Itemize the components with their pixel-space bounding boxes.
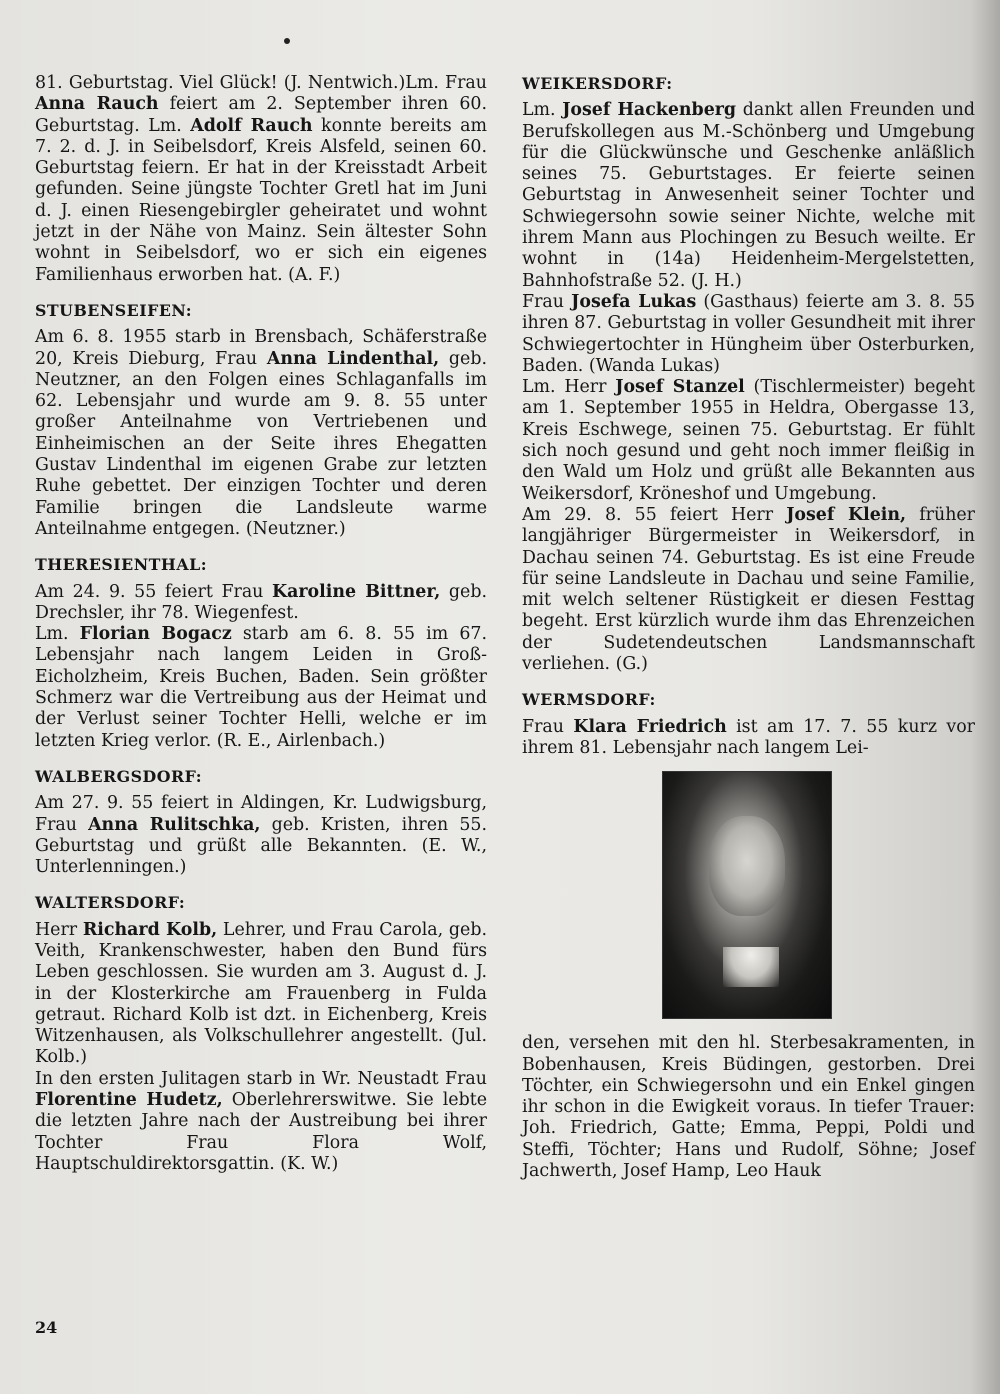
portrait-collar (723, 947, 779, 987)
bold-name: Anna Rulitschka, (88, 814, 261, 835)
theresienthal-p2: Lm. Florian Bogacz starb am 6. 8. 55 im 67. Lebensjahr nach langem Leiden in Groß-Eicholzheim, Kreis Buchen, Baden. Sein größter Schmerz war die Vertreibung aus der Heimat und der Verlust seiner Tochter Helli, welche er im letzten Krieg verlor. (R. E., Airlenbach.) (35, 624, 487, 751)
bold-name: Josefa Lukas (571, 291, 697, 312)
portrait-photo (662, 771, 832, 1019)
heading-wermsdorf: WERMSDORF: (522, 690, 656, 710)
weikersdorf-p1: Lm. Josef Hackenberg dankt allen Freunden und Berufskollegen aus M.-Schönberg und Umgebung für die Glückwünsche und Geschenke anläßlich seines 75. Geburtstages. Er feierte seinen Geburtstag in Anwesenheit seiner Tochter und Schwiegersohn sowie seiner Nichte, welche mit ihrem Mann aus Plochingen zu Besuch weilte. Er wohnt in (14a) Heidenheim-Mergelstetten, Bahnhofstraße 52. (J. H.) (522, 100, 975, 291)
bold-name: Adolf Rauch (190, 115, 313, 136)
heading-waltersdorf: WALTERSDORF: (35, 893, 186, 913)
heading-weikersdorf: WEIKERSDORF: (522, 74, 673, 93)
weikersdorf-p2: Frau Josefa Lukas (Gasthaus) feierte am 3. 8. 55 ihren 87. Geburtstag in voller Gesundheit mit ihrer Schwiegertochter in Hüngheim über Osterburken, Baden. (Wanda Lukas) (522, 291, 976, 376)
weikersdorf-p3: Lm. Herr Josef Stanzel (Tischlermeister) begeht am 1. September 1955 in Heldra, Obergasse 13, Kreis Eschwege, seinen 75. Geburtstag. Er fühlt sich noch gesund und geht noch immer fleißig in den Wald um Holz und grüßt alle Bekannten aus Weikersdorf, Kröneshof und Umgebung. (522, 377, 975, 504)
bold-name: Josef Klein, (786, 504, 907, 525)
weikersdorf-p4: Am 29. 8. 55 feiert Herr Josef Klein, früher langjähriger Bürgermeister in Weikersdorf, in Dachau seinen 74. Geburtstag. Es ist eine Freude für seine Landsleute in Dachau und seine Familie, mit welch seltener Rüstigkeit er diesen Festtag begeht. Erst kürzlich wurde ihm das Ehrenzeichen der Sudetendeutschen Landsmannschaft verliehen. (G.) (522, 504, 975, 675)
theresienthal-p1: Am 24. 9. 55 feiert Frau Karoline Bittner, geb. Drechsler, ihr 78. Wiegenfest. (35, 581, 487, 623)
bold-name: Richard Kolb, (82, 919, 218, 940)
heading-theresienthal: THERESIENTHAL: (35, 555, 208, 575)
right-column (522, 73, 975, 1182)
waltersdorf-p1: Herr Richard Kolb, Lehrer, und Frau Carola, geb. Veith, Krankenschwester, haben den Bund fürs Leben geschlossen. Sie wurden am 3. August d. J. in der Klosterkirche am Frauenberg in Fulda getraut. Richard Kolb ist dzt. in Eichenberg, Kreis Witzenhausen, als Volkschullehrer angestellt. (Jul. Kolb.) (35, 919, 487, 1068)
left-column (35, 73, 487, 1175)
heading-walbergsdorf: WALBERGSDORF: (35, 766, 203, 786)
bold-name: Anna Rauch (35, 94, 159, 115)
heading-stubenseifen: STUBENSEIFEN: (35, 300, 193, 320)
bold-name: Florentine Hudetz, (35, 1090, 223, 1111)
page-number: 24 (35, 1318, 58, 1337)
bold-name: Karoline Bittner, (272, 581, 441, 602)
stubenseifen-text: Am 6. 8. 1955 starb in Brensbach, Schäferstraße 20, Kreis Dieburg, Frau Anna Lindenthal, geb. Neutzner, an den Folgen eines Schlaganfalls im 62. Lebensjahr und wurde am 9. 8. 55 unter großer Anteilnahme von Vertriebenen und Einheimischen an der Seite ihres Ehegatten Gustav Lindenthal im eigenen Grabe zur letzten Ruhe gebettet. Der einzigen Tochter und deren Familie bringen die Landsleute warme Anteilnahme entgegen. (Neutzner.) (35, 327, 487, 539)
bold-name: Florian Bogacz (79, 624, 232, 645)
wermsdorf-p2: den, versehen mit den hl. Sterbesakramenten, in Bobenhausen, Kreis Büdingen, gestorben. Drei Töchter, ein Schwiegersohn und ein Enkel gingen ihr schon in die Ewigkeit voraus. In tiefer Trauer: Joh. Friedrich, Gatte; Emma, Peppi, Poldi und Steffi, Töchter; Hans und Rudolf, Söhne; Josef Jachwerth, Josef Hamp, Leo Hauk (522, 1033, 975, 1181)
wermsdorf-p1: Frau Klara Friedrich ist am 17. 7. 55 kurz vor ihrem 81. Lebensjahr nach langem Lei- (522, 716, 975, 758)
bold-name: Josef Hackenberg (562, 100, 737, 121)
print-dot (284, 38, 290, 44)
portrait-face (709, 816, 785, 916)
bold-name: Anna Lindenthal, (266, 348, 440, 369)
bold-name: Josef Stanzel (615, 377, 745, 398)
walbergsdorf-text: Am 27. 9. 55 feiert in Aldingen, Kr. Ludwigsburg, Frau Anna Rulitschka, geb. Kristen, ihren 55. Geburtstag und grüßt alle Bekannten. (E. W., Unterlenningen.) (35, 793, 487, 878)
bold-name: Klara Friedrich (573, 716, 727, 737)
intro-paragraph: 81. Geburtstag. Viel Glück! (J. Nentwich.)Lm. Frau Anna Rauch feiert am 2. September ihren 60. Geburtstag. Lm. Adolf Rauch konnte bereits am 7. 2. d. J. in Seibelsdorf, Kreis Alsfeld, seinen 60. Geburtstag feiern. Er hat in der Kreisstadt Arbeit gefunden. Seine jüngste Tochter Gretl hat im Juni d. J. einen Riesengebirgler geheiratet und wohnt jetzt in der Nähe von Mainz. Sein ältester Sohn wohnt in Seibelsdorf, wo er sich ein eigenes Familienhaus erworben hat. (A. F.) (35, 73, 488, 285)
waltersdorf-p2: In den ersten Julitagen starb in Wr. Neustadt Frau Florentine Hudetz, Oberlehrerswitwe. Sie lebte die letzten Jahre nach der Austreibung bei ihrer Tochter Frau Flora Wolf, Hauptschuldirektorsgattin. (K. W.) (35, 1068, 487, 1174)
